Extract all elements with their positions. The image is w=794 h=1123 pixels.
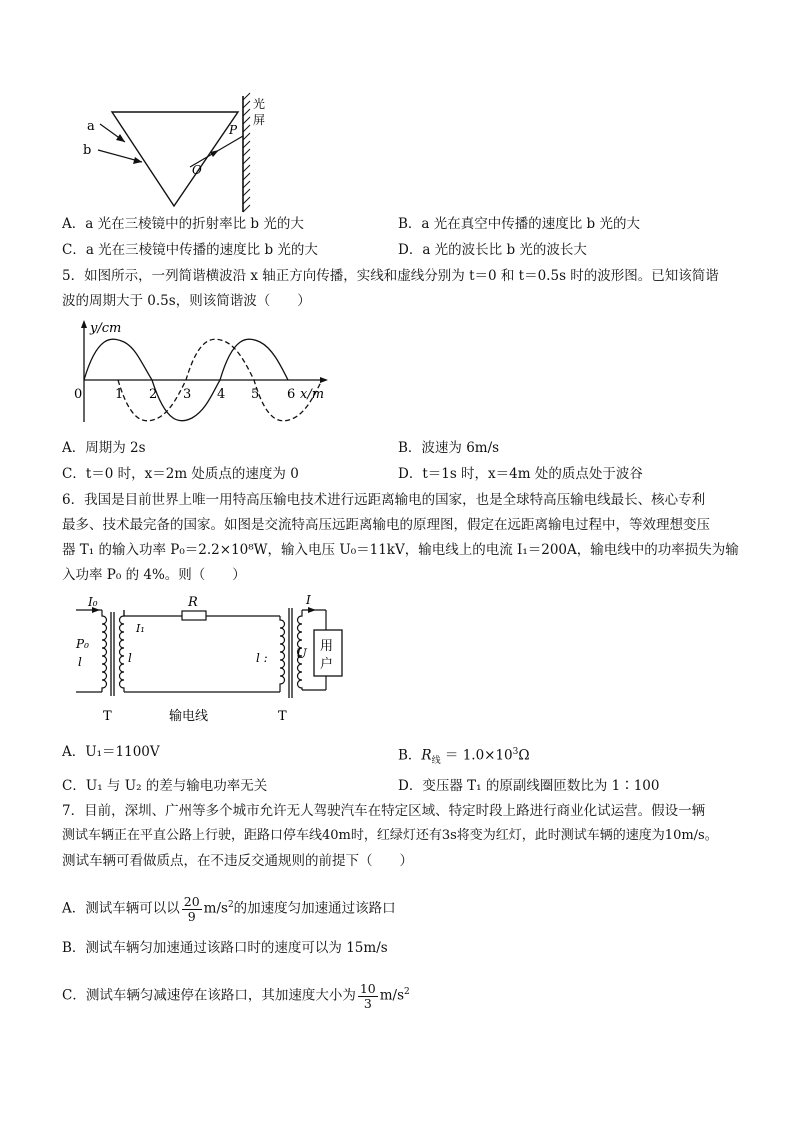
label-T1: T — [103, 709, 112, 724]
q7-option-a: A．测试车辆可以以 $\frac{20}{9}$ $m/s^2$的加速度匀加速通过该路口 — [62, 893, 396, 924]
q4-option-b: B．a 光在真空中传播的速度比 b 光的大 — [398, 216, 640, 232]
transmission-circuit-figure — [70, 590, 370, 730]
x-tick-3: 3 — [183, 387, 192, 402]
q6-option-b-value: ＝ 1.0×10 — [440, 747, 513, 764]
q4-option-c: C．a 光在三棱镜中传播的速度比 b 光的大 — [62, 242, 318, 258]
q6-option-b-exp: 3 — [512, 747, 519, 757]
q5-option-c: C．t＝0 时，x＝2m 处质点的速度为 0 — [62, 466, 299, 482]
q6-option-a: A．U₁＝1100V — [62, 744, 160, 760]
q5-option-b: B．波速为 6m/s — [398, 440, 500, 456]
q4-option-d: D．a 光的波长比 b 光的波长大 — [398, 242, 587, 258]
label-R: R — [188, 595, 198, 610]
label-a: a — [87, 119, 95, 134]
x-axis-label: x/m — [300, 387, 325, 402]
label-O: O — [192, 163, 202, 177]
q5-option-d: D．t＝1s 时，x＝4m 处的质点处于波谷 — [398, 466, 643, 482]
label-l0: l — [78, 655, 82, 669]
label-P: P — [229, 123, 238, 137]
q6-stem-line-4: 入功率 P₀ 的 4%。则（ ） — [62, 567, 246, 583]
label-l2: l : — [256, 651, 268, 665]
q5-stem-line-2: 波的周期大于 0.5s，则该简谐波（ ） — [62, 293, 311, 309]
q6-option-c: C．U₁ 与 U₂ 的差与输电功率无关 — [62, 778, 268, 794]
label-screen-2: 屏 — [253, 113, 266, 127]
q7-option-c-fraction: $\frac{10}{3}$ — [359, 980, 376, 1011]
q6-stem-line-3: 器 T₁ 的输入功率 P₀＝2.2×10⁸W，输入电压 U₀＝11kV，输电线上的电流 I₁＝200A，输电线中的功率损失为输 — [62, 542, 739, 558]
label-I: I — [306, 593, 311, 607]
q7-option-a-fraction: $\frac{20}{9}$ — [183, 893, 200, 924]
q6-option-b-sub: 线 — [431, 756, 441, 767]
label-l1: l — [128, 651, 132, 665]
resistor-r — [182, 611, 206, 620]
label-b: b — [83, 143, 92, 158]
q4-option-a: A．a 光在三棱镜中的折射率比 b 光的大 — [62, 216, 304, 232]
label-T2: T — [278, 709, 287, 724]
q5-stem-line-1: 5．如图所示，一列简谐横波沿 x 轴正方向传播，实线和虚线分别为 t＝0 和 t＝0.5s 时的波形图。已知该简谐 — [62, 268, 719, 284]
q7-stem-line-2: 测试车辆正在平直公路上行驶，距路口停车线40m时，红绿灯还有3s将变为红灯，此时测试车辆的速度为10m/s。 — [62, 828, 718, 843]
q6-option-b — [398, 742, 530, 771]
q6-option-b-unit: Ω — [518, 747, 530, 764]
y-axis-label: y/cm — [90, 321, 122, 336]
t1-primary-coil — [102, 610, 107, 692]
x-tick-6: 6 — [287, 387, 296, 402]
q6-option-b-r: R — [421, 747, 432, 764]
t1-secondary-coil — [120, 610, 125, 692]
wave-figure — [70, 318, 340, 428]
q7-stem-line-3: 测试车辆可看做质点，在不违反交通规则的前提下（ ） — [62, 853, 413, 869]
label-screen-1: 光 — [253, 97, 266, 111]
label-I1: I₁ — [136, 622, 145, 635]
q7-option-b: B．测试车辆匀加速通过该路口时的速度可以为 15m/s — [62, 940, 388, 956]
label-I0: I₀ — [88, 595, 98, 609]
t2-primary-coil — [280, 616, 285, 692]
q6-option-b-prefix: B． — [398, 747, 422, 764]
label-transmission-line: 输电线 — [169, 709, 209, 724]
x-tick-4: 4 — [217, 387, 226, 402]
q5-option-a: A．周期为 2s — [62, 440, 146, 456]
x-tick-1: 1 — [115, 387, 124, 402]
prism-figure — [78, 88, 278, 213]
q6-stem-line-2: 最多、技术最完备的国家。如图是交流特高压远距离输电的原理图，假定在远距离输电过程中，等效理想变压 — [62, 517, 710, 533]
label-U: U — [296, 647, 307, 662]
label-user-2: 户 — [320, 657, 334, 672]
origin-label: 0 — [74, 387, 83, 402]
q6-option-d: D．变压器 T₁ 的原副线圈匝数比为 1∶100 — [398, 778, 660, 794]
q7-option-c: C．测试车辆匀减速停在该路口，其加速度大小为 $\frac{10}{3}$ $m/s^2$ — [62, 980, 410, 1011]
q6-stem-line-1: 6．我国是目前世界上唯一用特高压输电技术进行远距离输电的国家，也是全球特高压输电线最长、核心专利 — [62, 492, 706, 508]
label-user-1: 用 — [320, 639, 334, 654]
label-P0: P₀ — [76, 637, 89, 651]
q7-stem-line-1: 7．目前，深圳、广州等多个城市允许无人驾驶汽车在特定区域、特定时段上路进行商业化试运营。假设一辆 — [62, 803, 706, 819]
x-tick-5: 5 — [251, 387, 260, 402]
x-tick-2: 2 — [149, 387, 158, 402]
